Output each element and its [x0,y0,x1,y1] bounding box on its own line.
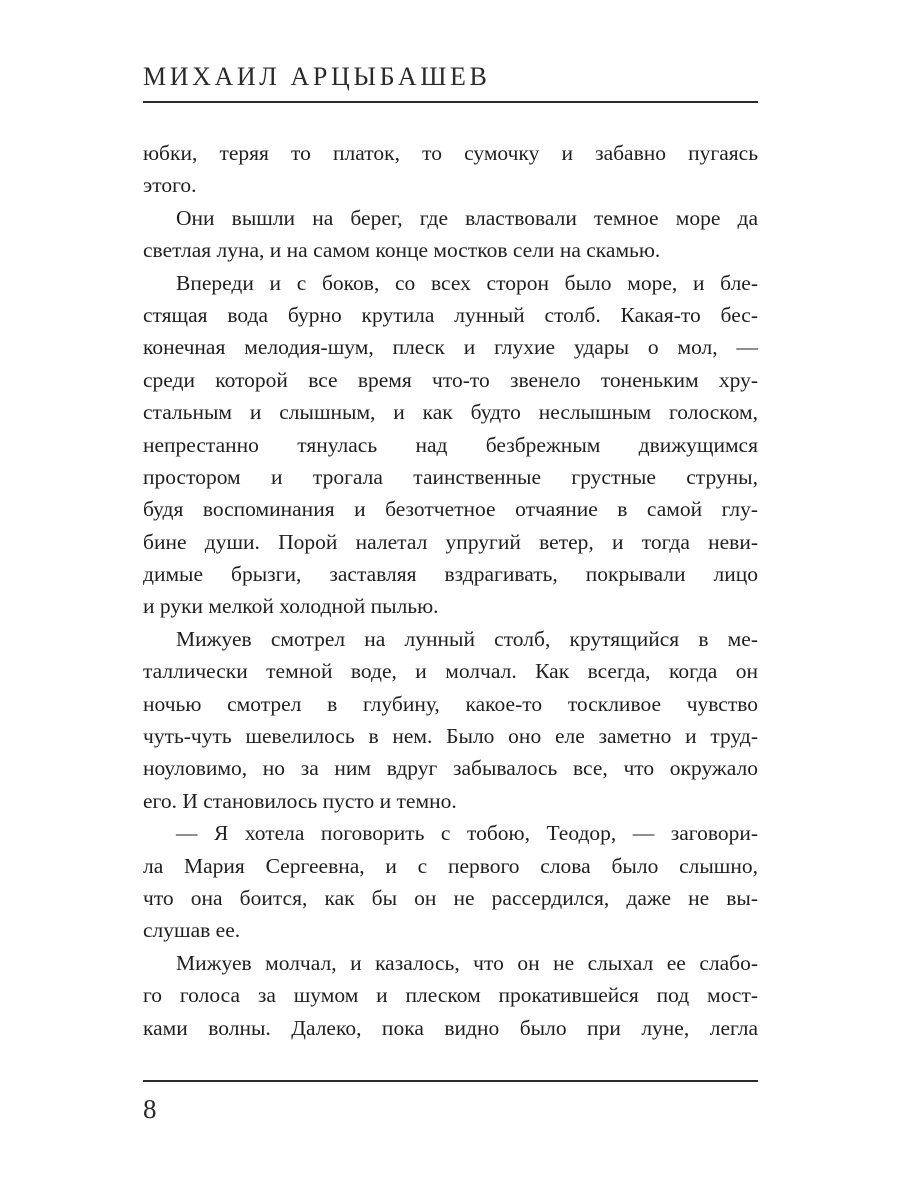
text-line: и руки мелкой холодной пылью. [143,594,439,619]
running-header: МИХАИЛ АРЦЫБАШЕВ [143,62,491,91]
text-line: ками волны. Далеко, пока видно было при луне, легла [143,1015,758,1040]
body-text [143,137,758,1044]
header-rule [143,101,758,103]
text-line: таллически темной воде, и молчал. Как всегда, когда он [143,659,758,684]
text-line: Мижуев молчал, и казалось, что он не слыхал ее слабо- [176,950,758,975]
text-line: Они вышли на берег, где властвовали темное море да [176,205,758,230]
text-line: будя воспоминания и безотчетное отчаяние в самой глу- [143,497,758,522]
page-number: 8 [143,1094,157,1124]
text-line: его. И становилось пусто и темно. [143,788,457,813]
text-line: димые брызги, заставляя вздрагивать, покрывали лицо [143,562,758,587]
text-line: что она боится, как бы он не рассердился, даже не вы- [143,885,758,910]
footer-rule [143,1080,758,1082]
text-line: среди которой все время что-то звенело тоненьким хру- [143,367,758,392]
text-line: ноуловимо, но за ним вдруг забывалось все, что окружало [143,756,758,781]
text-line: Впереди и с боков, со всех сторон было море, и бле- [176,270,758,295]
text-line: ла Мария Сергеевна, и с первого слова было слышно, [143,853,758,878]
text-line: этого. [143,173,197,198]
text-line: стящая вода бурно крутила лунный столб. Какая-то бес- [143,302,758,327]
text-line: простором и трогала таинственные грустные струны, [143,464,758,489]
text-line: непрестанно тянулась над безбрежным движущимся [143,432,758,457]
text-line: ночью смотрел в глубину, какое-то тоскливое чувство [143,691,758,716]
text-line: бине души. Порой налетал упругий ветер, и тогда неви- [143,529,758,554]
text-line: светлая луна, и на самом конце мостков сели на скамью. [143,238,661,263]
text-line: слушав ее. [143,918,241,943]
text-line: стальным и слышным, и как будто неслышным голоском, [143,400,758,425]
text-line: Мижуев смотрел на лунный столб, крутящийся в ме- [176,626,758,651]
text-line: го голоса за шумом и плеском прокатившейся под мост- [143,983,758,1008]
text-line: конечная мелодия-шум, плеск и глухие удары о мол, — [143,335,758,360]
text-line: юбки, теряя то платок, то сумочку и забавно пугаясь [143,141,758,165]
text-line: — Я хотела поговорить с тобою, Теодор, — заговори- [176,821,758,846]
text-line: чуть-чуть шевелилось в нем. Было оно еле заметно и труд- [143,724,758,749]
